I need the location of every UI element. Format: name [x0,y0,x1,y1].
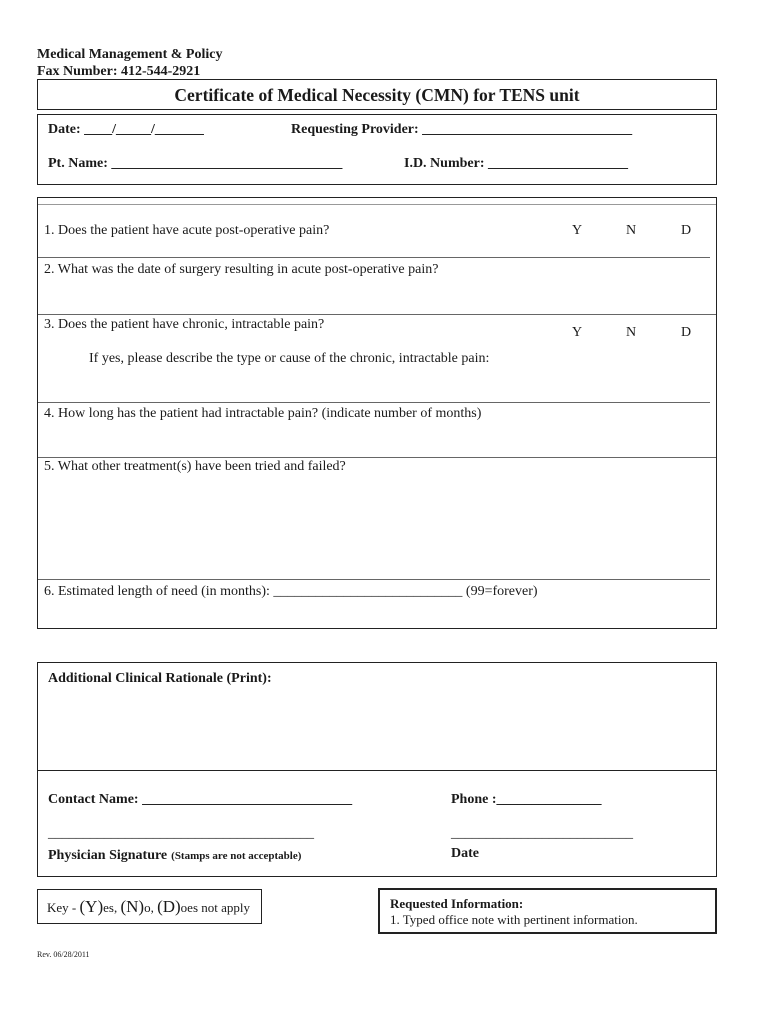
patient-info-box [37,114,717,185]
divider [38,457,716,458]
question-2: 2. What was the date of surgery resulting in acute post-operative pain? [44,262,439,277]
key-y: (Y) [79,897,104,916]
contact-name-field[interactable]: Contact Name: ______________________________ [48,792,353,807]
signature-note: (Stamps are not acceptable) [171,850,302,862]
phone-field[interactable]: Phone :_______________ [451,792,602,807]
q1-answer-yes[interactable]: Y [572,223,583,238]
divider [38,402,710,403]
id-number-field[interactable]: I.D. Number: ____________________ [404,156,628,171]
divider [38,579,710,580]
revision-date: Rev. 06/28/2011 [37,950,90,959]
questions-box [37,197,717,629]
signature-label: Physician Signature [48,848,168,863]
requested-info-item: 1. Typed office note with pertinent information. [390,912,638,927]
signature-line[interactable]: ______________________________________ [48,826,314,841]
question-5: 5. What other treatment(s) have been tried and failed? [44,459,346,474]
key-n-rest: o, [144,900,158,915]
fax-number: Fax Number: 412-544-2921 [37,64,201,79]
rationale-contact-box [37,662,717,877]
key-n: (N) [120,897,145,916]
question-4: 4. How long has the patient had intractable pain? (indicate number of months) [44,406,482,421]
requesting-provider-field[interactable]: Requesting Provider: ______________________________ [291,122,633,137]
key-y-rest: es, [103,900,121,915]
q3-answer-doesnt-apply[interactable]: D [681,325,692,340]
patient-name-field[interactable]: Pt. Name: _________________________________ [48,156,343,171]
key-legend [47,897,250,917]
date-field[interactable]: Date: ____/_____/_______ [48,122,204,137]
title-box [37,79,717,110]
divider [38,257,710,258]
q3-answer-yes[interactable]: Y [572,325,583,340]
key-box [37,889,262,924]
q1-answer-no[interactable]: N [626,223,637,238]
requested-info-box [378,888,717,934]
question-3-followup: If yes, please describe the type or cause of the chronic, intractable pain: [89,351,490,366]
key-d-rest: oes not apply [180,900,250,915]
date-line[interactable]: __________________________ [451,826,633,841]
divider [38,204,716,205]
divider [38,770,716,771]
requested-info-title: Requested Information: [390,896,524,911]
key-prefix: Key - [47,900,80,915]
date-label: Date [451,846,479,861]
signature-label-group [48,846,301,864]
divider [38,314,716,315]
org-name: Medical Management & Policy [37,47,223,62]
rationale-label: Additional Clinical Rationale (Print): [48,671,272,686]
q1-answer-doesnt-apply[interactable]: D [681,223,692,238]
form-title: Certificate of Medical Necessity (CMN) for TENS unit [174,85,580,105]
key-d: (D) [157,897,181,916]
question-3: 3. Does the patient have chronic, intractable pain? [44,317,325,332]
q3-answer-no[interactable]: N [626,325,637,340]
question-6: 6. Estimated length of need (in months): ___________________________ (99=forever) [44,584,538,599]
question-1: 1. Does the patient have acute post-operative pain? [44,223,330,238]
